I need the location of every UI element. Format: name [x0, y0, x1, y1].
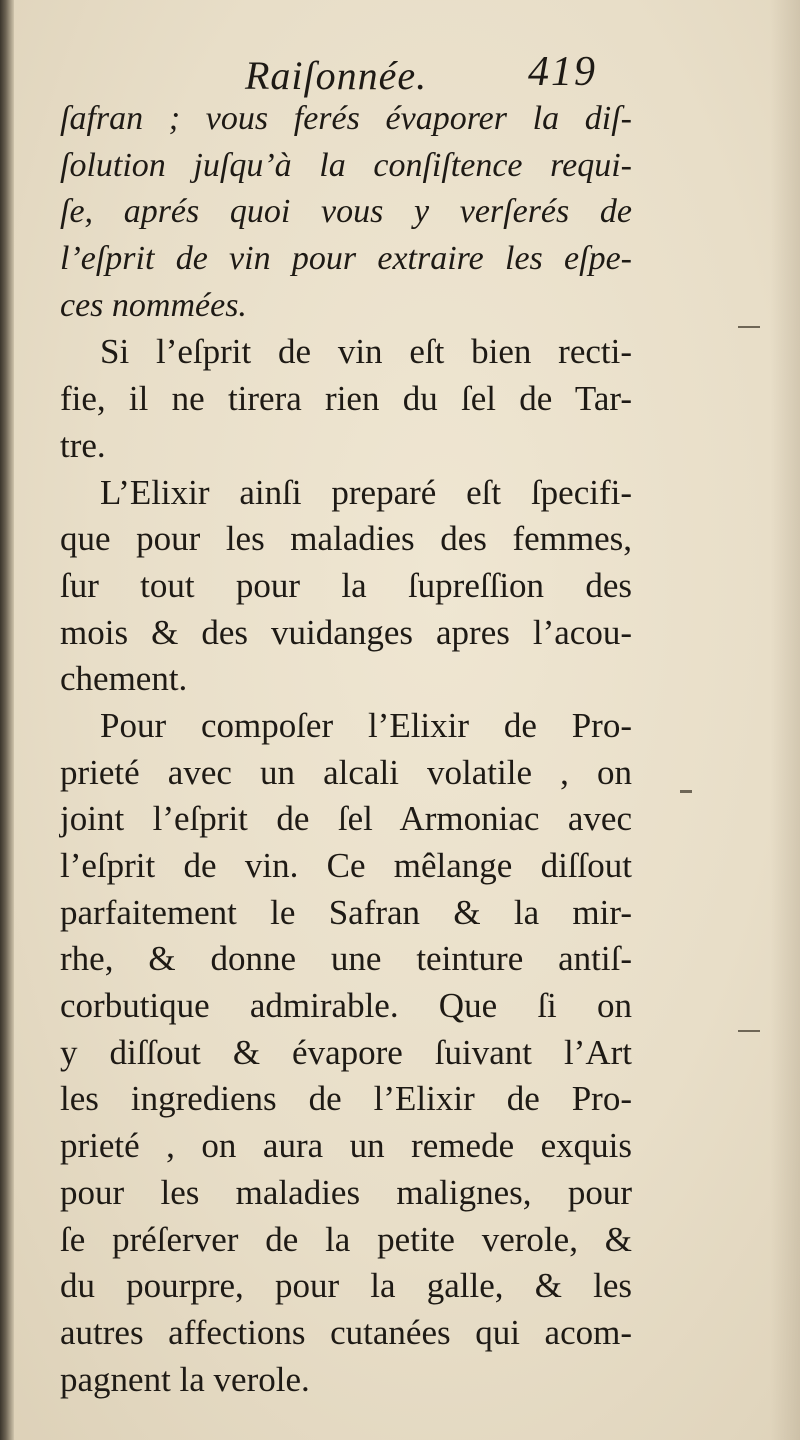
body-text	[60, 96, 632, 1403]
text-line: pour les maladies malignes, pour	[60, 1172, 632, 1212]
text-line: autres affections cutanées qui acom-	[60, 1312, 632, 1352]
text-line: pagnent la verole.	[60, 1359, 310, 1399]
text-line: joint l’eſprit de ſel Armoniac avec	[60, 799, 632, 839]
text-line: L’Elixir ainſi preparé eſt ſpecifi-	[100, 472, 632, 512]
text-line: que pour les maladies des femmes,	[60, 519, 632, 559]
page-header	[0, 44, 800, 104]
paragraph-2	[60, 470, 632, 703]
text-line: l’eſprit de vin. Ce mêlange diſſout	[60, 846, 632, 885]
text-line: parfaitement le Safran & la mir-	[60, 892, 632, 932]
text-line: du pourpre, pour la galle, & les	[60, 1266, 632, 1306]
binding-gutter	[0, 0, 14, 1440]
text-line: fie, il ne tirera rien du ſel de Tar-	[60, 379, 632, 419]
text-line: ſe, aprés quoi vous y verſerés de	[60, 193, 632, 231]
text-line: l’eſprit de vin pour extraire les eſpe-	[60, 240, 632, 278]
running-title: Raiſonnée.	[245, 53, 428, 98]
text-line: ſafran ; vous ferés évaporer la diſ-	[60, 100, 632, 137]
text-line: les ingrediens de l’Elixir de Pro-	[60, 1079, 632, 1119]
page-edge-shadow	[770, 0, 800, 1440]
text-line: ſolution juſqu’à la conſiſtence requi-	[60, 146, 632, 184]
text-line: ſe préſerver de la petite verole, &	[60, 1219, 632, 1259]
margin-mark	[680, 790, 692, 793]
text-line: tre.	[60, 425, 106, 465]
page-number: 419	[528, 49, 597, 95]
text-line: Si l’eſprit de vin eſt bien recti-	[100, 332, 632, 372]
text-line: corbutique admirable. Que ſi on	[60, 986, 632, 1026]
text-line: Pour compoſer l’Elixir de Pro-	[100, 705, 632, 745]
text-line: prieté , on aura un remede exquis	[60, 1126, 632, 1166]
paragraph-3	[60, 703, 632, 1403]
text-line: y diſſout & évapore ſuivant l’Art	[60, 1032, 632, 1072]
paragraph-1	[60, 329, 632, 469]
text-line: rhe, & donne une teinture antiſ-	[60, 939, 632, 979]
margin-mark	[738, 1030, 760, 1032]
text-line: ſur tout pour la ſupreſſion des	[60, 565, 632, 605]
text-line: prieté avec un alcali volatile , on	[60, 752, 632, 792]
italic-continuation	[60, 96, 632, 329]
text-line: chement.	[60, 659, 188, 699]
text-line: ces nommées.	[60, 286, 247, 324]
margin-mark	[738, 326, 760, 328]
text-line: mois & des vuidanges apres l’acou-	[60, 612, 632, 652]
